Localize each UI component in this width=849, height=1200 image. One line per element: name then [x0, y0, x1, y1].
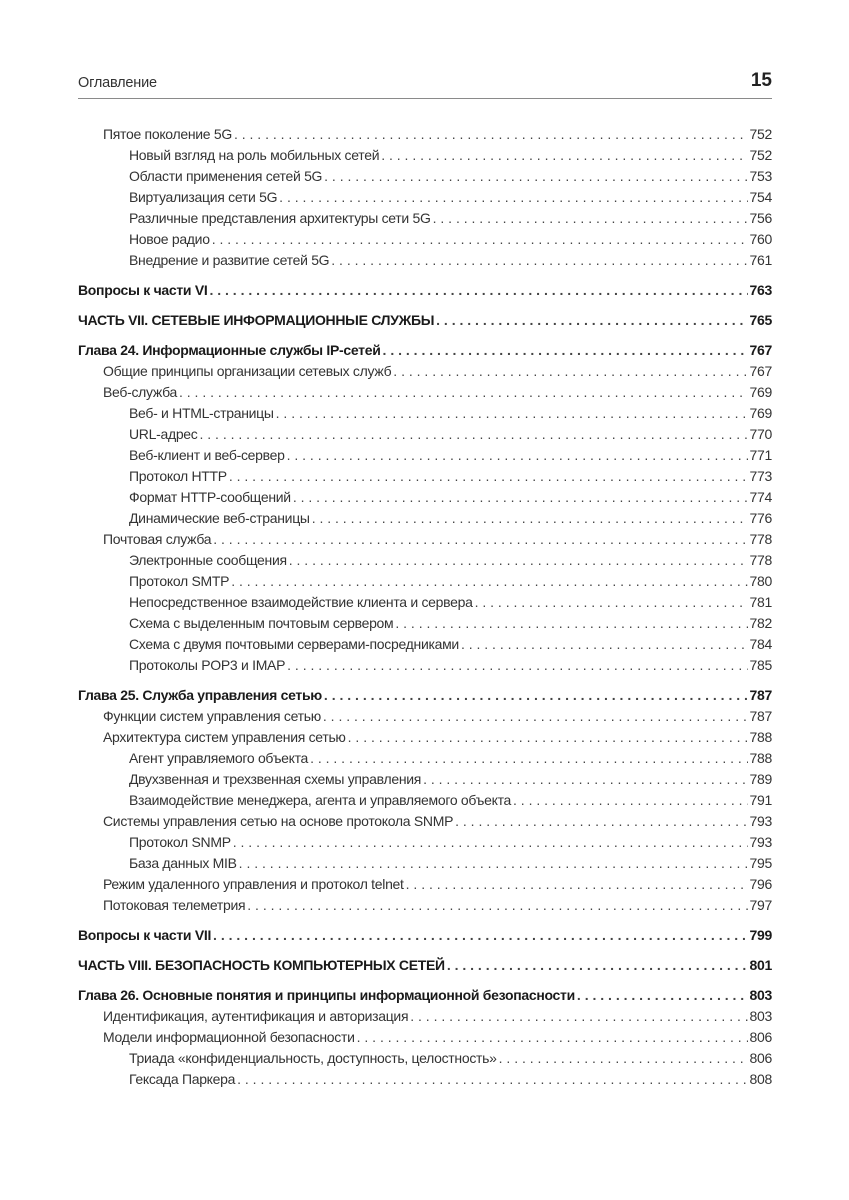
toc-entry-title: Общие принципы организации сетевых служб	[103, 363, 392, 379]
toc-entry-title: URL-адрес	[129, 426, 198, 442]
toc-entry[interactable]	[78, 208, 772, 229]
toc-entry-page: 793	[749, 813, 772, 829]
dot-leader	[279, 187, 747, 208]
dot-leader	[310, 748, 747, 769]
toc-entry-title: ЧАСТЬ VIII. БЕЗОПАСНОСТЬ КОМПЬЮТЕРНЫХ СЕТЕЙ	[78, 957, 445, 973]
toc-entry-title: Режим удаленного управления и протокол telnet	[103, 876, 404, 892]
dot-leader	[357, 1027, 748, 1048]
toc-entry-title: Области применения сетей 5G	[129, 168, 323, 184]
toc-entry-page: 776	[749, 510, 772, 526]
toc-entry-title: Агент управляемого объекта	[129, 750, 309, 766]
toc-entry-page: 765	[749, 312, 772, 328]
toc-entry-page: 808	[749, 1071, 772, 1087]
toc-entry-page: 796	[749, 876, 772, 892]
toc-entry[interactable]	[78, 790, 772, 811]
toc-entry[interactable]	[78, 229, 772, 250]
toc-entry-page: 793	[749, 834, 772, 850]
toc-entry[interactable]	[78, 529, 772, 550]
dot-leader	[513, 790, 748, 811]
toc-entry-page: 770	[749, 426, 772, 442]
toc-entry-page: 787	[749, 708, 772, 724]
toc-entry-page: 769	[749, 405, 772, 421]
toc-entry[interactable]	[78, 361, 772, 382]
toc-entry-page: 784	[749, 636, 772, 652]
running-header-title: Оглавление	[78, 75, 157, 91]
toc-entry-title: Протокол SNMP	[129, 834, 231, 850]
toc-entry-title: Пятое поколение 5G	[103, 126, 232, 142]
toc-heading-entry[interactable]	[78, 925, 772, 946]
toc-entry[interactable]	[78, 124, 772, 145]
toc-heading-entry[interactable]	[78, 685, 772, 706]
dot-leader	[229, 466, 748, 487]
toc-heading-entry[interactable]	[78, 280, 772, 301]
toc-entry[interactable]	[78, 382, 772, 403]
table-of-contents	[78, 124, 772, 1090]
toc-entry-page: 797	[749, 897, 772, 913]
toc-entry-title: Глава 26. Основные понятия и принципы информационной безопасности	[78, 987, 575, 1003]
dot-leader	[234, 124, 748, 145]
toc-entry-title: Формат HTTP-сообщений	[129, 489, 291, 505]
toc-entry[interactable]	[78, 508, 772, 529]
toc-entry-page: 803	[749, 1008, 772, 1024]
toc-entry[interactable]	[78, 1027, 772, 1048]
toc-entry-title: Глава 24. Информационные службы IP-сетей	[78, 342, 381, 358]
dot-leader	[461, 634, 748, 655]
toc-entry-page: 778	[749, 552, 772, 568]
toc-entry-page: 752	[749, 126, 772, 142]
dot-leader	[395, 613, 747, 634]
toc-entry-title: Гексада Паркера	[129, 1071, 236, 1087]
toc-heading-entry[interactable]	[78, 310, 772, 331]
toc-entry-title: Веб-служба	[103, 384, 177, 400]
toc-entry-title: ЧАСТЬ VII. СЕТЕВЫЕ ИНФОРМАЦИОННЫЕ СЛУЖБЫ	[78, 312, 435, 328]
toc-entry[interactable]	[78, 655, 772, 676]
dot-leader	[383, 340, 748, 361]
toc-entry-page: 767	[749, 342, 772, 358]
toc-entry[interactable]	[78, 613, 772, 634]
toc-entry-page: 769	[749, 384, 772, 400]
dot-leader	[287, 445, 748, 466]
dot-leader	[312, 508, 748, 529]
toc-entry[interactable]	[78, 166, 772, 187]
dot-leader	[213, 529, 747, 550]
toc-entry-page: 767	[749, 363, 772, 379]
dot-leader	[393, 361, 747, 382]
toc-entry-page: 799	[749, 927, 772, 943]
dot-leader	[324, 166, 747, 187]
dot-leader	[213, 925, 747, 946]
toc-entry-title: Вопросы к части VI	[78, 282, 208, 298]
dot-leader	[287, 655, 747, 676]
dot-leader	[406, 874, 748, 895]
toc-entry-page: 753	[749, 168, 772, 184]
dot-leader	[577, 985, 748, 1006]
dot-leader	[433, 208, 748, 229]
toc-entry-title: Протокол HTTP	[129, 468, 227, 484]
toc-entry-page: 761	[749, 252, 772, 268]
toc-entry-page: 789	[749, 771, 772, 787]
dot-leader	[436, 310, 747, 331]
toc-entry[interactable]	[78, 466, 772, 487]
toc-entry-page: 787	[749, 687, 772, 703]
toc-entry-page: 778	[749, 531, 772, 547]
toc-entry[interactable]	[78, 250, 772, 271]
toc-entry-title: Взаимодействие менеджера, агента и управляемого объекта	[129, 792, 512, 808]
dot-leader	[212, 229, 748, 250]
dot-leader	[348, 727, 748, 748]
dot-leader	[231, 571, 747, 592]
toc-entry[interactable]	[78, 769, 772, 790]
toc-entry-page: 773	[749, 468, 772, 484]
toc-entry[interactable]	[78, 1069, 772, 1090]
toc-entry-page: 754	[749, 189, 772, 205]
toc-entry-title: База данных MIB	[129, 855, 237, 871]
toc-entry[interactable]	[78, 634, 772, 655]
toc-entry-title: Схема с выделенным почтовым сервером	[129, 615, 394, 631]
toc-entry[interactable]	[78, 748, 772, 769]
toc-entry-title: Потоковая телеметрия	[103, 897, 246, 913]
dot-leader	[276, 403, 748, 424]
toc-entry-title: Системы управления сетью на основе протокола SNMP	[103, 813, 454, 829]
toc-entry[interactable]	[78, 832, 772, 853]
toc-entry-page: 806	[749, 1050, 772, 1066]
toc-entry-page: 782	[749, 615, 772, 631]
toc-entry[interactable]	[78, 145, 772, 166]
dot-leader	[293, 487, 748, 508]
toc-entry-page: 756	[749, 210, 772, 226]
toc-entry-title: Новый взгляд на роль мобильных сетей	[129, 147, 380, 163]
toc-entry-title: Архитектура систем управления сетью	[103, 729, 346, 745]
toc-entry-title: Протоколы POP3 и IMAP	[129, 657, 286, 673]
toc-heading-entry[interactable]	[78, 985, 772, 1006]
toc-entry-title: Двухзвенная и трехзвенная схемы управления	[129, 771, 422, 787]
toc-entry-page: 785	[749, 657, 772, 673]
toc-entry[interactable]	[78, 487, 772, 508]
dot-leader	[323, 706, 748, 727]
dot-leader	[423, 769, 747, 790]
toc-entry-page: 788	[749, 750, 772, 766]
dot-leader	[499, 1048, 748, 1069]
dot-leader	[455, 811, 747, 832]
toc-entry-title: Виртуализация сети 5G	[129, 189, 278, 205]
toc-entry-title: Глава 25. Служба управления сетью	[78, 687, 322, 703]
toc-entry-page: 771	[749, 447, 772, 463]
toc-entry[interactable]	[78, 1006, 772, 1027]
dot-leader	[447, 955, 748, 976]
dot-leader	[410, 1006, 747, 1027]
toc-entry-page: 795	[749, 855, 772, 871]
toc-entry[interactable]	[78, 706, 772, 727]
running-header	[78, 68, 772, 99]
toc-entry-page: 781	[749, 594, 772, 610]
toc-entry[interactable]	[78, 187, 772, 208]
dot-leader	[324, 685, 748, 706]
dot-leader	[239, 853, 748, 874]
toc-entry-page: 803	[749, 987, 772, 1003]
dot-leader	[233, 832, 748, 853]
dot-leader	[237, 1069, 747, 1090]
toc-entry[interactable]	[78, 424, 772, 445]
toc-entry-page: 774	[749, 489, 772, 505]
toc-entry-page: 788	[749, 729, 772, 745]
dot-leader	[475, 592, 748, 613]
toc-entry-title: Веб- и HTML-страницы	[129, 405, 274, 421]
toc-entry-title: Веб-клиент и веб-сервер	[129, 447, 285, 463]
toc-entry[interactable]	[78, 550, 772, 571]
toc-entry-title: Идентификация, аутентификация и авторизация	[103, 1008, 409, 1024]
toc-entry-page: 801	[749, 957, 772, 973]
dot-leader	[331, 250, 747, 271]
toc-entry[interactable]	[78, 874, 772, 895]
dot-leader	[381, 145, 747, 166]
toc-entry-title: Динамические веб-страницы	[129, 510, 310, 526]
dot-leader	[179, 382, 748, 403]
toc-entry[interactable]	[78, 811, 772, 832]
toc-entry-title: Вопросы к части VII	[78, 927, 212, 943]
toc-entry-title: Триада «конфиденциальность, доступность, целостность»	[129, 1050, 497, 1066]
toc-entry[interactable]	[78, 1048, 772, 1069]
toc-entry-title: Новое радио	[129, 231, 210, 247]
toc-entry-page: 780	[749, 573, 772, 589]
dot-leader	[247, 895, 747, 916]
toc-entry-page: 760	[749, 231, 772, 247]
page-number: 15	[750, 70, 772, 91]
toc-entry-title: Электронные сообщения	[129, 552, 287, 568]
toc-entry[interactable]	[78, 592, 772, 613]
toc-entry-title: Функции систем управления сетью	[103, 708, 321, 724]
toc-entry-page: 791	[749, 792, 772, 808]
toc-entry[interactable]	[78, 727, 772, 748]
toc-entry-title: Схема с двумя почтовыми серверами-посредниками	[129, 636, 459, 652]
toc-entry[interactable]	[78, 853, 772, 874]
toc-entry[interactable]	[78, 445, 772, 466]
toc-heading-entry[interactable]	[78, 955, 772, 976]
toc-entry-title: Внедрение и развитие сетей 5G	[129, 252, 330, 268]
dot-leader	[209, 280, 747, 301]
toc-entry-page: 763	[749, 282, 772, 298]
toc-entry-title: Различные представления архитектуры сети 5G	[129, 210, 431, 226]
toc-entry[interactable]	[78, 895, 772, 916]
toc-entry[interactable]	[78, 403, 772, 424]
toc-entry[interactable]	[78, 571, 772, 592]
toc-entry-title: Протокол SMTP	[129, 573, 230, 589]
toc-entry-title: Почтовая служба	[103, 531, 212, 547]
dot-leader	[289, 550, 748, 571]
toc-entry-title: Непосредственное взаимодействие клиента и сервера	[129, 594, 473, 610]
toc-entry-page: 752	[749, 147, 772, 163]
toc-entry-page: 806	[749, 1029, 772, 1045]
dot-leader	[200, 424, 748, 445]
toc-heading-entry[interactable]	[78, 340, 772, 361]
toc-entry-title: Модели информационной безопасности	[103, 1029, 355, 1045]
